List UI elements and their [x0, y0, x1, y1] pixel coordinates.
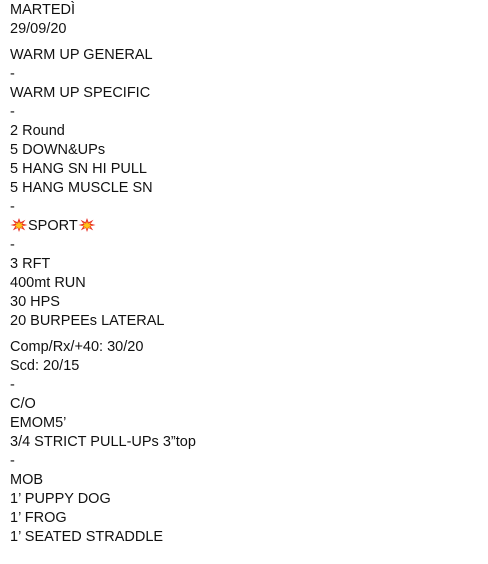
mob-line: MOB [10, 472, 44, 488]
co-line: EMOM5’ [10, 415, 67, 431]
separator-line: - [10, 199, 15, 215]
sport-title-row [10, 217, 480, 236]
sport-line: 400mt RUN [10, 275, 86, 291]
warmup-specific-line: 5 HANG MUSCLE SN [10, 180, 153, 196]
co-line: C/O [10, 396, 36, 412]
mob-line: 1’ SEATED STRADDLE [10, 529, 164, 545]
warmup-general-title: WARM UP GENERAL [10, 47, 153, 63]
sport-line: 3 RFT [10, 256, 51, 272]
paragraph-gap [10, 331, 480, 338]
separator-line: - [10, 237, 15, 253]
separator-line: - [10, 453, 15, 469]
warmup-specific-title: WARM UP SPECIFIC [10, 85, 151, 101]
collision-emoji-icon [78, 218, 96, 232]
warmup-specific-line: 5 HANG SN HI PULL [10, 161, 147, 177]
sport-line: 20 BURPEEs LATERAL [10, 313, 165, 329]
co-line: 3/4 STRICT PULL-UPs 3”top [10, 434, 196, 450]
scaling-line: Comp/Rx/+40: 30/20 [10, 339, 144, 355]
separator-line: - [10, 66, 15, 82]
scaling-line: Scd: 20/15 [10, 358, 80, 374]
paragraph-gap [10, 39, 480, 46]
workout-note [10, 1, 480, 547]
mob-line: 1’ PUPPY DOG [10, 491, 111, 507]
mob-line: 1’ FROG [10, 510, 67, 526]
date-label: 29/09/20 [10, 21, 67, 37]
separator-line: - [10, 377, 15, 393]
warmup-specific-line: 5 DOWN&UPs [10, 142, 106, 158]
separator-line: - [10, 104, 15, 120]
day-label: MARTEDÌ [10, 2, 75, 18]
sport-line: 30 HPS [10, 294, 60, 310]
collision-emoji-icon [10, 218, 28, 232]
sport-title: SPORT [28, 218, 78, 234]
warmup-specific-line: 2 Round [10, 123, 65, 139]
